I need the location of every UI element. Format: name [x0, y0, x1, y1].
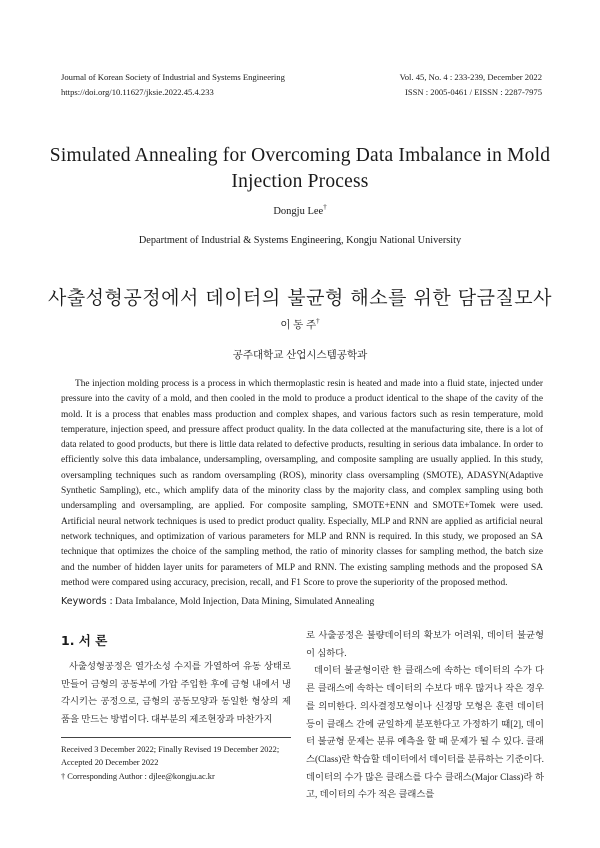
korean-title: 사출성형공정에서 데이터의 불균형 해소를 위한 담금질모사	[47, 287, 553, 309]
korean-affiliation: 공주대학교 산업시스템공학과	[232, 350, 368, 361]
left-column-text: 사출성형공정은 열가소성 수지를 가열하여 유동 상태로 만들어 금형의 공동부에 가압 주입한 후에 금형 내에서 냉각시키는 공정으로, 금형의 공동모양과 동일한 형상의 제품을 만드는 방법이다. 대부분의 제조현장과 마찬가지	[61, 662, 291, 726]
corresponding-mark: †	[323, 203, 327, 211]
journal-header	[61, 70, 285, 100]
korean-corresponding-mark: †	[316, 317, 320, 325]
issn-info: ISSN : 2005-0461 / EISSN : 2287-7975	[404, 87, 542, 97]
journal-name: Journal of Korean Society of Industrial and Systems Engineering	[61, 72, 285, 82]
received-dates: Received 3 December 2022; Finally Revised 19 December 2022; Accepted 20 December 2022	[61, 745, 280, 768]
author-line	[0, 203, 600, 217]
keywords-label: Keywords :	[61, 596, 113, 607]
right-paragraph-1: 로 사출공정은 불량데이터의 확보가 어려워, 데이터 불균형이 심하다.	[306, 631, 544, 659]
keywords	[61, 596, 543, 607]
corresponding-author: † Corresponding Author : djlee@kongju.ac.kr	[61, 771, 215, 781]
right-paragraph-2: 데이터 불균형이란 한 클래스에 속하는 데이터의 수가 다른 클래스에 속하는 데이터의 수보다 매우 많거나 작은 경우를 의미한다. 의사결정모형이나 신경망 모형은 훈련 데이터 등이 클래스 간에 균일하게 분포한다고 가정하기 때[2], 데이터 불균형 문제는 분류 예측을 할 때 문제가 될 수 있다. 클래스(Class)란 학습할 데이터에서 데이터를 분류하는 기준이다. 데이터의 수가 많은 클래스를 다수 클래스(Major Class)라 하고, 데이터의 수가 적은 클래스를	[306, 666, 544, 801]
korean-author-line	[0, 317, 600, 332]
keywords-text: Data Imbalance, Mold Injection, Data Mining, Simulated Annealing	[115, 597, 375, 607]
section-heading: 1. 서 론	[61, 633, 108, 648]
korean-author-name: 이 동 주	[280, 320, 317, 331]
doi-link[interactable]: https://doi.org/10.11627/jksie.2022.45.4.233	[61, 87, 214, 97]
footnote-divider	[61, 737, 291, 738]
author-name: Dongju Lee	[273, 206, 324, 217]
right-column	[306, 628, 544, 805]
issue-header	[400, 70, 542, 100]
affiliation: Department of Industrial & Systems Engineering, Kongju National University	[138, 235, 462, 246]
paper-title-line1: Simulated Annealing for Overcoming Data Imbalance in Mold	[49, 145, 551, 166]
abstract: The injection molding process is a process in which thermoplastic resin is heated and made into a fluid state, injected under pressure into the cavity of a mold, and then cooled in the mold to produce a product identical to the shape of the cavity of the mold. It is a process that enables mass production and complex shapes, and various factors such as resin temperature, mold temperature, injection speed, and pressure affect product quality. In the data collected at the manufacturing site, there is a lot of data related to good products, but there is little data related to defective products, resulting in serious data imbalance. In order to efficiently solve this data imbalance, undersampling, oversampling, and composite sampling are usually applied. In this study, oversampling techniques such as random oversampling (ROS), minority class oversampling (SMOTE), ADASYN(Adaptive Synthetic Sampling), etc., which amplify data of the minority class by the majority class, and complex sampling using both undersampling and oversampling, are applied. For composite sampling, SMOTE+ENN and SMOTE+Tomek were used. Artificial neural network techniques is used to predict product quality. Especially, MLP and RNN are applied as artificial neural network techniques, and optimization of various parameters for MLP and RNN is required. In this study, we proposed an SA technique that optimizes the choice of the sampling method, the ratio of minority classes for sampling method, the batch size and the number of hidden layer units for parameters of MLP and RNN. The existing sampling methods and the proposed SA method were compared using accuracy, precision, recall, and F1 Score to prove the superiority of the proposed method.	[61, 379, 543, 588]
paper-title	[40, 143, 560, 195]
footnotes	[61, 743, 296, 783]
volume-info: Vol. 45, No. 4 : 233-239, December 2022	[399, 72, 542, 82]
paper-title-line2: Injection Process	[231, 171, 369, 192]
